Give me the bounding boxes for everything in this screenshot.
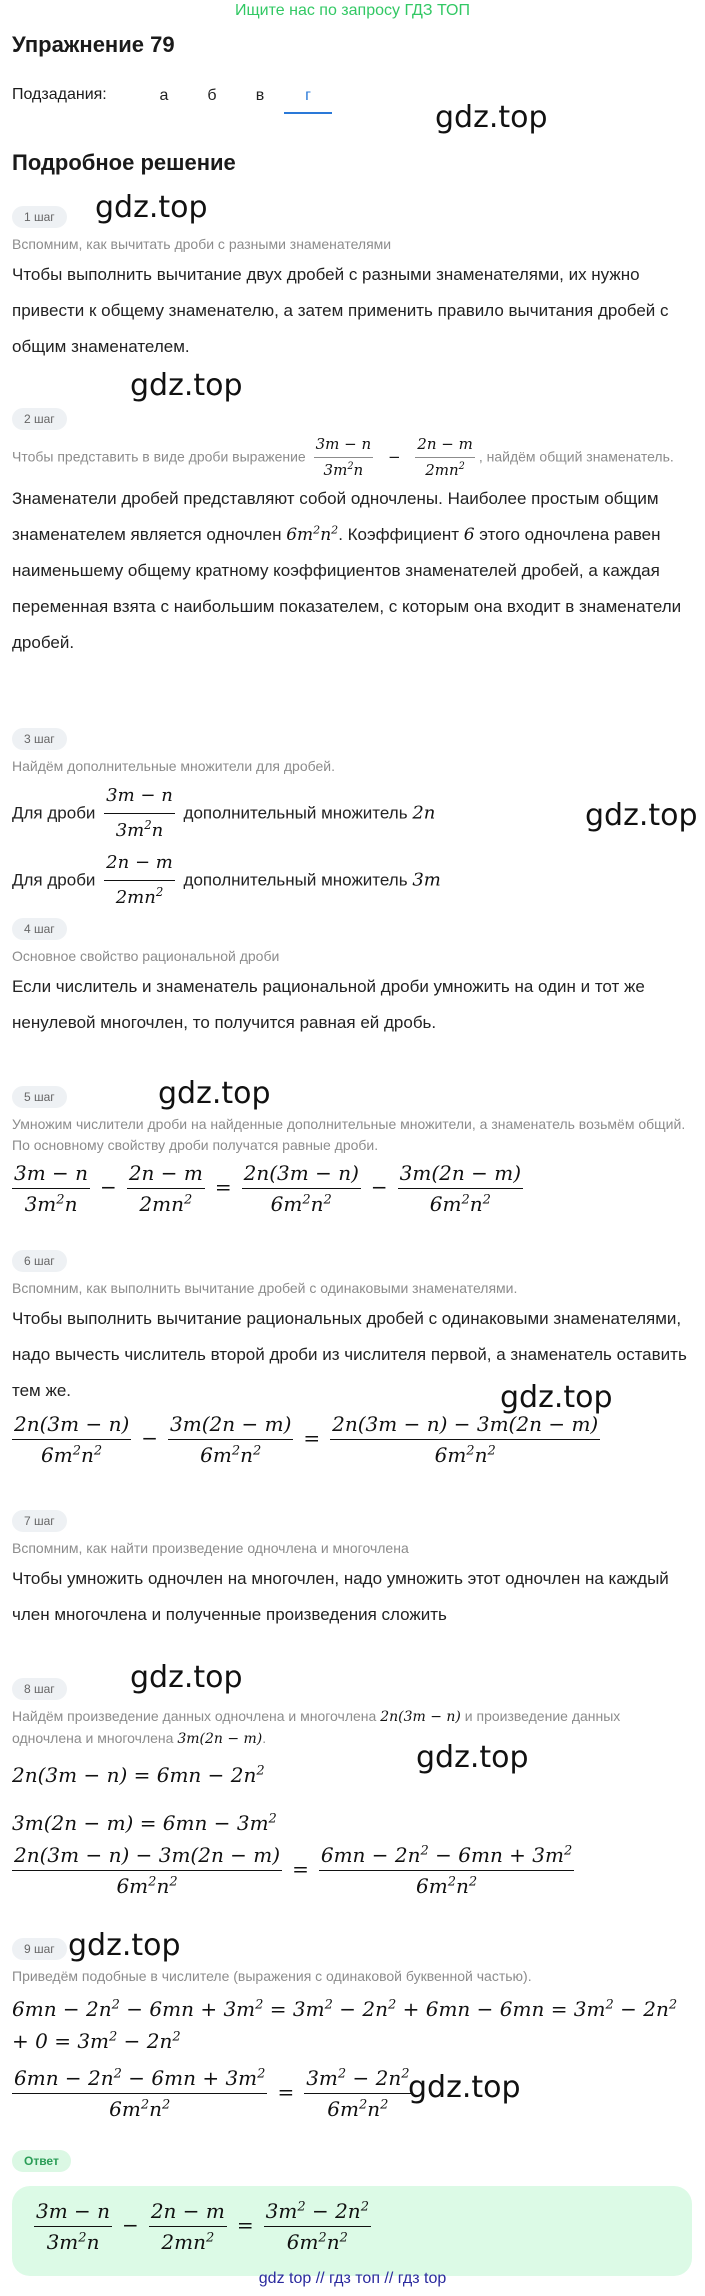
equation: $\frac{2n(3m - n)}{6m^2n^2}$ − $\frac{3m(2n - m)}{6m^2n^2}$ = $\frac{2n(3m - n) - 3m(2n - m)}{6m^2n^2}$ <box>14 1412 599 1467</box>
step-6 <box>12 1250 692 1468</box>
text-part: дополнительный множитель <box>183 803 408 823</box>
step-text: Знаменатели дробей представляют собой одночлены. Наиболее простым общим знаменателем является одночлен $6m^2n^2$. Коэффициент 6 этого одночлена равен наименьшему общему кратному коэффициентов знаменателей дробей, а каждая переменная взята с наибольшим показателем, с которым она входит в знаменатели дробей. <box>12 489 682 652</box>
step-hint: Вспомним, как выполнить вычитание дробей с одинаковыми знаменателями. <box>12 1280 518 1296</box>
step-badge: 8 шаг <box>12 1678 67 1700</box>
factor-row: Для дроби $\frac{2n - m}{2mn^2}$ дополнительный множитель 3m <box>12 848 692 913</box>
equation: $2n(3m - n) = 6mn - 2n^2$ <box>12 1763 265 1787</box>
tab-g[interactable]: г <box>284 78 332 114</box>
text-part: Для дроби <box>12 803 96 823</box>
equation: $\frac{3m - n}{3m^2n}$ − $\frac{2n - m}{2mn^2}$ = $\frac{2n(3m - n)}{6m^2n^2}$ − $\frac{3m(2n - m)}{6m^2n^2}$ <box>14 1161 521 1216</box>
equation: $3m(2n - m) = 6mn - 3m^2$ <box>12 1811 277 1835</box>
hint-text: . <box>262 1730 267 1746</box>
answer-equation: $\frac{3m - n}{3m^2n}$ − $\frac{2n - m}{2mn^2}$ = $\frac{3m^2 - 2n^2}{6m^2n^2}$ <box>36 2199 369 2254</box>
watermark: gdz.top <box>500 1380 613 1415</box>
step-9 <box>12 1938 692 2122</box>
answer-box <box>12 2186 692 2276</box>
step-badge: 7 шаг <box>12 1510 67 1532</box>
answer-label-row <box>12 2150 692 2172</box>
watermark: gdz.top <box>435 100 548 135</box>
step-badge: 1 шаг <box>12 206 67 228</box>
text-part: Знаменатели дробей представляют собой одночлены. Наиболее простым общим знаменателем является одночлен <box>12 489 659 544</box>
step-7 <box>12 1510 692 1633</box>
step-badge: 9 шаг <box>12 1938 67 1960</box>
tab-b[interactable]: б <box>207 87 217 104</box>
step-1 <box>12 206 692 365</box>
step-2 <box>12 408 692 661</box>
step-hint: Приведём подобные в числителе (выражения с одинаковой буквенной частью). <box>12 1968 532 1984</box>
watermark: gdz.top <box>130 368 243 403</box>
step-text: Если числитель и знаменатель рациональной дроби умножить на один и тот же ненулевой многочлен, то получится равная ей дробь. <box>12 977 645 1032</box>
step-badge: 2 шаг <box>12 408 67 430</box>
step-4 <box>12 918 692 1041</box>
solution-title: Подробное решение <box>12 150 236 175</box>
text-part: дополнительный множитель <box>183 870 408 890</box>
step-badge: 5 шаг <box>12 1086 67 1108</box>
watermark: gdz.top <box>68 1928 181 1963</box>
tab-a[interactable]: а <box>159 87 169 104</box>
step-8 <box>12 1678 692 1899</box>
equation: $6mn - 2n^2 - 6mn + 3m^2 = 3m^2 - 2n^2 + 6mn - 6mn = 3m^2 - 2n^2 + 0 = 3m^2 - 2n^2$ <box>12 1997 678 2053</box>
subtask-tabs <box>140 78 332 114</box>
step-hint: Вспомним, как найти произведение одночлена и многочлена <box>12 1540 409 1556</box>
hint-text: и произведение данных одночлена и многочлена <box>12 1708 621 1746</box>
factor-row: Для дроби $\frac{3m - n}{3m^2n}$ дополнительный множитель 2n <box>12 781 692 846</box>
step-text: Чтобы выполнить вычитание двух дробей с разными знаменателями, их нужно привести к общему знаменателю, а затем применить правило вычитания дробей с общим знаменателем. <box>12 265 669 356</box>
hint-text: , найдём общий знаменатель. <box>478 448 674 465</box>
tab-v[interactable]: в <box>255 87 265 104</box>
page-title: Упражнение 79 <box>12 32 175 57</box>
text-part: этого одночлена равен наименьшему общему кратному коэффициентов знаменателей дробей, а каждая переменная взята с наибольшим показателем, с которым она входит в знаменатели дробей. <box>12 525 682 652</box>
watermark: gdz.top <box>408 2070 521 2105</box>
hint-text: Найдём произведение данных одночлена и многочлена <box>12 1708 377 1724</box>
step-5 <box>12 1086 692 1217</box>
step-text: Чтобы умножить одночлен на многочлен, надо умножить этот одночлен на каждый член многочлена и полученные произведения сложить <box>12 1569 669 1624</box>
step-text: Чтобы выполнить вычитание рациональных дробей с одинаковыми знаменателями, надо вычесть числитель второй дроби из числителя первой, а знаменатель оставить тем же. <box>12 1309 687 1400</box>
subtasks-label: Подзадания: <box>12 86 107 103</box>
watermark: gdz.top <box>95 190 208 225</box>
step-badge: 4 шаг <box>12 918 67 940</box>
step-hint: Вспомним, как вычитать дроби с разными знаменателями <box>12 236 392 252</box>
step-hint: Найдём произведение данных одночлена и многочлена 2n(3m − n) и произведение данных одночлена и многочлена 3m(2n − m). <box>12 1708 621 1747</box>
answer-badge: Ответ <box>12 2150 71 2172</box>
watermark: gdz.top <box>416 1740 529 1775</box>
text-part: Для дроби <box>12 870 96 890</box>
step-hint: Найдём дополнительные множители для дробей. <box>12 758 335 774</box>
step-hint: Умножим числители дроби на найденные дополнительные множители, а знаменатель возьмём общий. По основному свойству дроби получатся равные дроби. <box>12 1116 686 1153</box>
equation: $\frac{2n(3m - n) - 3m(2n - m)}{6m^2n^2}$ = $\frac{6mn - 2n^2 - 6mn + 3m^2}{6m^2n^2}$ <box>14 1843 573 1898</box>
step-hint: Чтобы представить в виде дроби выражение $\frac{3m - n}{3m^2n}$ − $\frac{2n - m}{2mn^2}$ , найдём общий знаменатель. <box>12 435 674 479</box>
watermark: gdz.top <box>585 798 698 833</box>
step-badge: 3 шаг <box>12 728 67 750</box>
watermark: gdz.top <box>130 1660 243 1695</box>
hint-text: Чтобы представить в виде дроби выражение <box>12 448 306 465</box>
step-3 <box>12 728 692 913</box>
text-part: . Коэффициент <box>338 525 459 544</box>
watermark: gdz.top <box>158 1076 271 1111</box>
equation: $\frac{6mn - 2n^2 - 6mn + 3m^2}{6m^2n^2}$ = $\frac{3m^2 - 2n^2}{6m^2n^2}$ <box>14 2066 410 2121</box>
top-banner[interactable]: Ищите нас по запросу ГДЗ ТОП <box>235 2 470 19</box>
coefficient: 6 <box>463 525 475 545</box>
step-hint: Основное свойство рациональной дроби <box>12 948 280 964</box>
footer-links[interactable]: gdz top // гдз топ // гдз top <box>258 2270 447 2287</box>
step-badge: 6 шаг <box>12 1250 67 1272</box>
